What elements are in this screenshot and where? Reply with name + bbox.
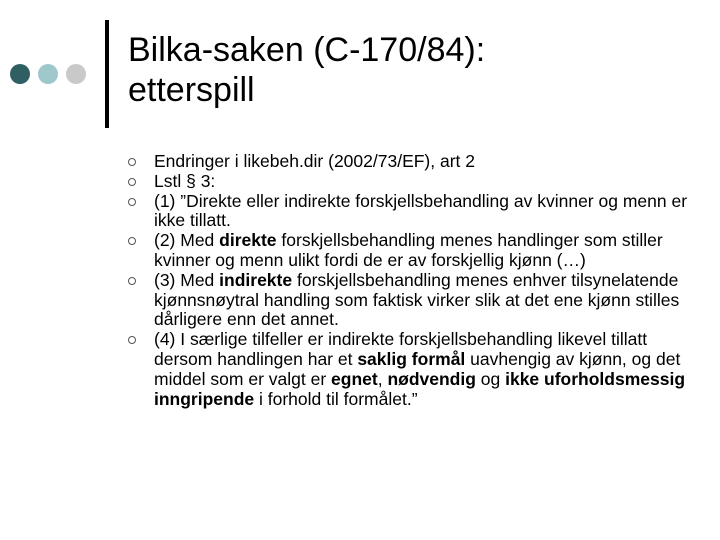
text-run: og <box>475 368 506 389</box>
bold-term: direkte <box>219 230 277 251</box>
text-run: uavhengig av kjønn, og det middel som er valgt er <box>154 348 681 389</box>
slide-title-line-1: Bilka-saken (C-170/84): <box>128 31 486 69</box>
bullet-item <box>128 192 688 232</box>
bullet-item <box>128 172 688 192</box>
bullet-text <box>154 151 475 171</box>
text-run: , <box>377 368 388 389</box>
dot-light-teal-icon <box>38 64 58 84</box>
decorative-dots <box>10 64 100 88</box>
bullet-text <box>154 171 215 191</box>
hollow-circle-icon <box>128 198 136 206</box>
text-run: (2) Med <box>154 230 220 251</box>
slide-title <box>128 30 688 110</box>
text-run: (1) ”Direkte eller indirekte forskjellsbehandling av kvinner og menn er ikke tillatt. <box>154 190 688 231</box>
text-run: Endringer i likebeh.dir (2002/73/EF), art 2 <box>154 151 475 171</box>
dot-dark-teal-icon <box>10 64 30 84</box>
hollow-circle-icon <box>128 178 136 186</box>
hollow-circle-icon <box>128 237 136 245</box>
bullet-list <box>128 152 688 409</box>
bold-term: indirekte <box>219 269 293 290</box>
bold-term: saklig formål <box>357 348 466 369</box>
text-run: (3) Med <box>154 269 220 290</box>
hollow-circle-icon <box>128 158 136 166</box>
text-run: i forhold til formålet.” <box>254 388 418 409</box>
dot-grey-icon <box>66 64 86 84</box>
title-divider <box>105 20 109 128</box>
bullet-text <box>154 191 687 231</box>
text-run: forskjellsbehandling menes enhver tilsynelatende kjønnsnøytral handling som faktisk virker slik at det ene kjønn stilles dårligere enn det annet. <box>154 269 680 330</box>
bullet-item <box>128 271 688 330</box>
text-run: (4) I særlige tilfeller er indirekte forskjellsbehandling likevel tillatt dersom handlingen har et <box>154 329 648 369</box>
bullet-text <box>154 329 685 408</box>
bullet-text <box>154 230 663 270</box>
bold-term: ikke uforholdsmessig inngripende <box>154 368 686 409</box>
bullet-text <box>154 270 679 330</box>
hollow-circle-icon <box>128 277 136 285</box>
hollow-circle-icon <box>128 336 136 344</box>
text-run: forskjellsbehandling menes handlinger som stiller kvinner og menn ulikt fordi de er av forskjellig kjønn (…) <box>154 230 663 270</box>
bullet-item <box>128 231 688 271</box>
slide-title-line-2: etterspill <box>128 71 255 109</box>
text-run: Lstl § 3: <box>154 170 216 191</box>
bullet-item <box>128 330 688 409</box>
bold-term: nødvendig <box>387 368 476 389</box>
bullet-item <box>128 152 688 172</box>
bold-term: egnet <box>331 368 378 389</box>
